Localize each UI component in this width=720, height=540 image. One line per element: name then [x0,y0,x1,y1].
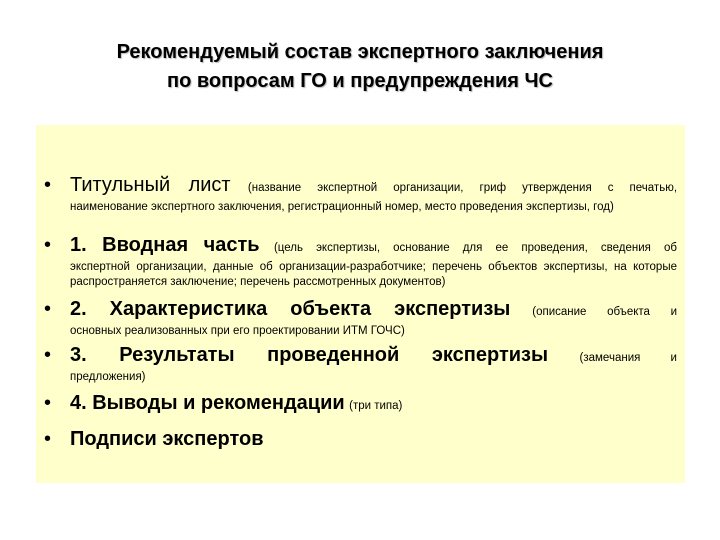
bullet-icon: • [44,174,52,196]
list-item-detail: (описание объекта и [532,306,677,318]
slide-title-line-1: Рекомендуемый состав экспертного заключения [116,41,604,63]
bullet-icon: • [44,298,52,320]
list-item-introduction [44,233,677,290]
list-item-detail-continuation: экспертной организации, данные об организации-разработчике; перечень объектов экспертизы, на которые распространяется заключение; перечень рассмотренных документов) [70,261,677,288]
list-item-heading: 2. Характеристика объекта экспертизы [70,298,511,320]
list-item-heading-line [44,343,677,370]
bullet-icon: • [44,392,52,414]
list-item-heading-line [44,391,677,418]
list-item-detail-continuation: основных реализованных при его проектировании ИТМ ГОЧС) [70,325,405,337]
content-panel [36,125,685,483]
slide-title-line-2: по вопросам ГО и предупреждения ЧС [167,70,553,92]
list-item-detail: (три типа) [349,400,403,412]
list-item-heading-line [44,233,677,260]
list-item-heading: 1. Вводная часть [70,234,260,256]
list-item-heading-line [44,297,677,324]
list-item-title-page [44,173,677,215]
list-item-heading-line [44,173,677,200]
list-item-detail: (название экспертной организации, гриф утверждения с печатью, [247,182,678,194]
list-item-heading: 3. Результаты проведенной экспертизы [70,344,549,366]
list-item-results [44,343,677,385]
list-item-signatures [44,427,677,451]
list-item-object-description [44,297,677,339]
list-item-heading: Подписи экспертов [70,428,264,450]
list-item-heading-line [44,427,677,451]
list-item-heading: 4. Выводы и рекомендации [70,392,345,414]
list-item-detail-continuation: предложения) [70,371,146,383]
list-item-heading: Титульный лист [70,174,231,196]
bullet-icon: • [44,344,52,366]
list-item-detail-continuation: наименование экспертного заключения, регистрационный номер, место проведения экспертизы, год) [70,201,614,213]
list-item-conclusions [44,391,677,418]
list-item-detail: (цель экспертизы, основание для ее проведения, сведения об [273,242,677,254]
bullet-icon: • [44,428,52,450]
list-item-detail: (замечания и [579,352,677,364]
bullet-icon: • [44,234,52,256]
slide-title [0,38,720,96]
